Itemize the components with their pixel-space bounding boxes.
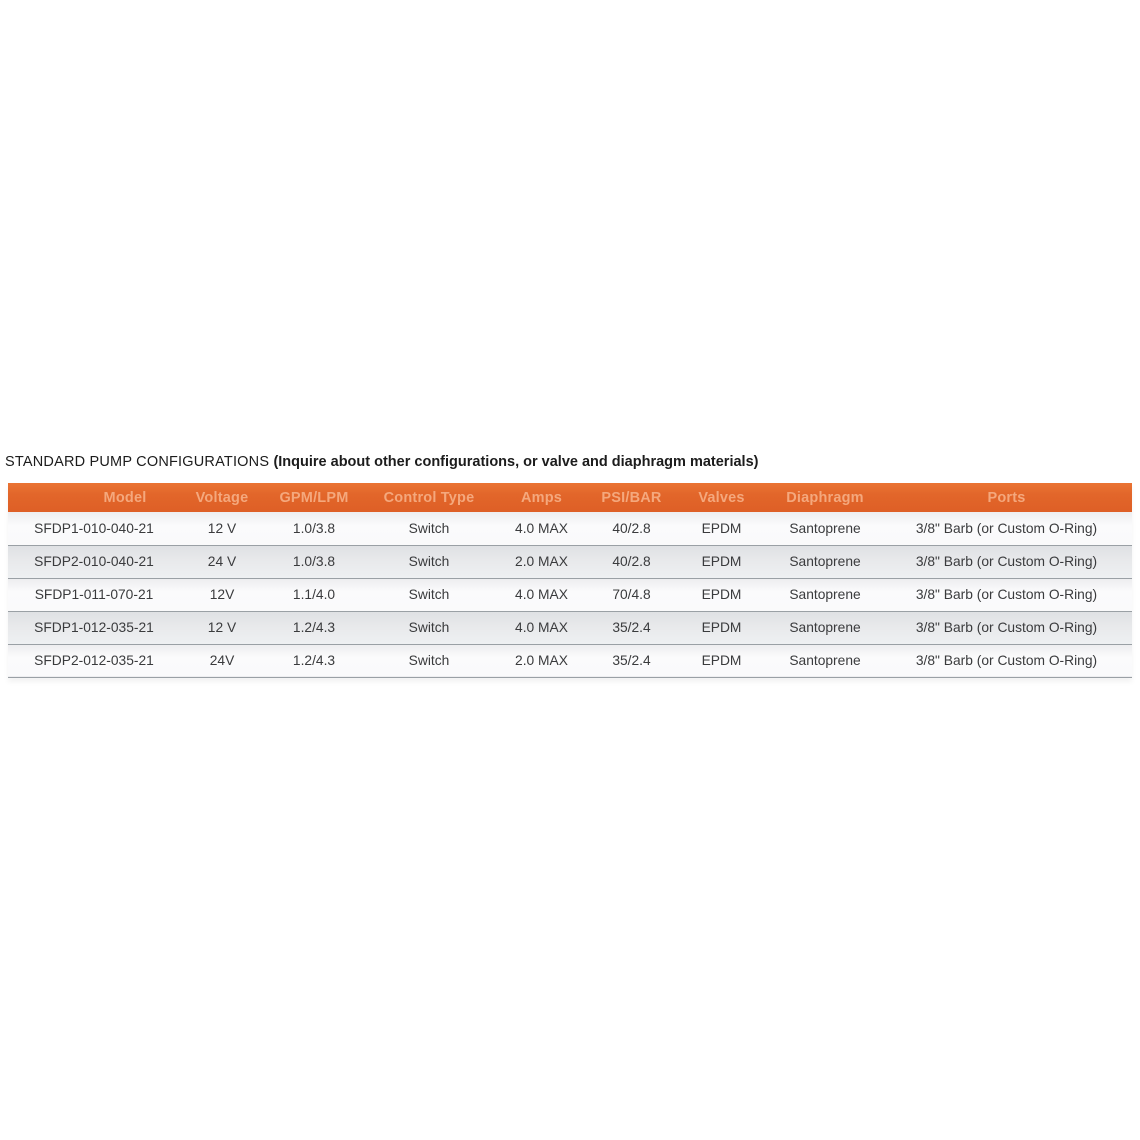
- column-header-valves: Valves: [674, 483, 769, 512]
- cell-control-type: Switch: [408, 653, 450, 668]
- column-header-control-type: Control Type: [364, 483, 494, 512]
- section-title-main: STANDARD PUMP CONFIGURATIONS: [5, 454, 274, 470]
- cell-psi-bar: 35/2.4: [612, 620, 651, 635]
- cell-voltage: 24V: [209, 653, 235, 668]
- table-row: [8, 545, 1132, 578]
- cell-model: SFDP2-012-035-21: [34, 653, 154, 668]
- cell-ports: 3/8" Barb (or Custom O-Ring): [915, 587, 1098, 602]
- table-row: [8, 611, 1132, 644]
- cell-diaphragm: Santoprene: [789, 620, 861, 635]
- cell-amps: 4.0 MAX: [515, 520, 568, 536]
- cell-ports: 3/8" Barb (or Custom O-Ring): [915, 620, 1098, 635]
- column-header-diaphragm: Diaphragm: [769, 483, 881, 512]
- cell-valves: EPDM: [701, 620, 742, 635]
- cell-model: SFDP2-010-040-21: [34, 554, 154, 569]
- cell-voltage: 24 V: [207, 554, 237, 569]
- cell-psi-bar: 40/2.8: [612, 520, 651, 536]
- cell-gpm-lpm: 1.1/4.0: [292, 587, 336, 602]
- cell-amps: 4.0 MAX: [515, 620, 568, 635]
- section-title: [5, 452, 1135, 472]
- pump-configurations-section: [5, 452, 1135, 678]
- cell-ports: 3/8" Barb (or Custom O-Ring): [915, 554, 1098, 569]
- cell-diaphragm: Santoprene: [789, 554, 861, 569]
- cell-gpm-lpm: 1.0/3.8: [292, 554, 336, 569]
- column-header-amps: Amps: [494, 483, 589, 512]
- cell-voltage: 12V: [209, 587, 235, 602]
- cell-diaphragm: Santoprene: [789, 587, 861, 602]
- cell-model: SFDP1-012-035-21: [34, 620, 154, 635]
- cell-ports: 3/8" Barb (or Custom O-Ring): [915, 520, 1098, 536]
- cell-gpm-lpm: 1.2/4.3: [292, 653, 336, 668]
- column-header-voltage: Voltage: [180, 483, 264, 512]
- cell-valves: EPDM: [701, 520, 742, 536]
- cell-diaphragm: Santoprene: [789, 520, 861, 536]
- table-row: [8, 644, 1132, 677]
- pump-configurations-table: [8, 483, 1132, 678]
- cell-model: SFDP1-011-070-21: [34, 587, 154, 602]
- table-row: [8, 512, 1132, 545]
- column-header-model: Model: [8, 483, 180, 512]
- cell-psi-bar: 35/2.4: [612, 653, 651, 668]
- cell-amps: 2.0 MAX: [515, 653, 568, 668]
- cell-amps: 4.0 MAX: [515, 587, 568, 602]
- cell-gpm-lpm: 1.2/4.3: [292, 620, 336, 635]
- cell-control-type: Switch: [408, 520, 450, 536]
- cell-gpm-lpm: 1.0/3.8: [292, 520, 336, 536]
- cell-ports: 3/8" Barb (or Custom O-Ring): [915, 653, 1098, 668]
- column-header-ports: Ports: [881, 483, 1132, 512]
- cell-valves: EPDM: [701, 653, 742, 668]
- column-header-gpm-lpm: GPM/LPM: [264, 483, 364, 512]
- table-row: [8, 578, 1132, 611]
- cell-amps: 2.0 MAX: [515, 554, 568, 569]
- cell-model: SFDP1-010-040-21: [34, 520, 154, 536]
- cell-valves: EPDM: [701, 587, 742, 602]
- cell-voltage: 12 V: [207, 520, 237, 536]
- column-header-psi-bar: PSI/BAR: [589, 483, 674, 512]
- cell-psi-bar: 70/4.8: [612, 587, 651, 602]
- cell-control-type: Switch: [408, 620, 450, 635]
- section-title-note: (Inquire about other configurations, or valve and diaphragm materials): [273, 454, 759, 470]
- cell-valves: EPDM: [701, 554, 742, 569]
- cell-psi-bar: 40/2.8: [612, 554, 651, 569]
- cell-control-type: Switch: [408, 554, 450, 569]
- table-header-row: [8, 483, 1132, 512]
- cell-voltage: 12 V: [207, 620, 237, 635]
- cell-diaphragm: Santoprene: [789, 653, 861, 668]
- cell-control-type: Switch: [408, 587, 450, 602]
